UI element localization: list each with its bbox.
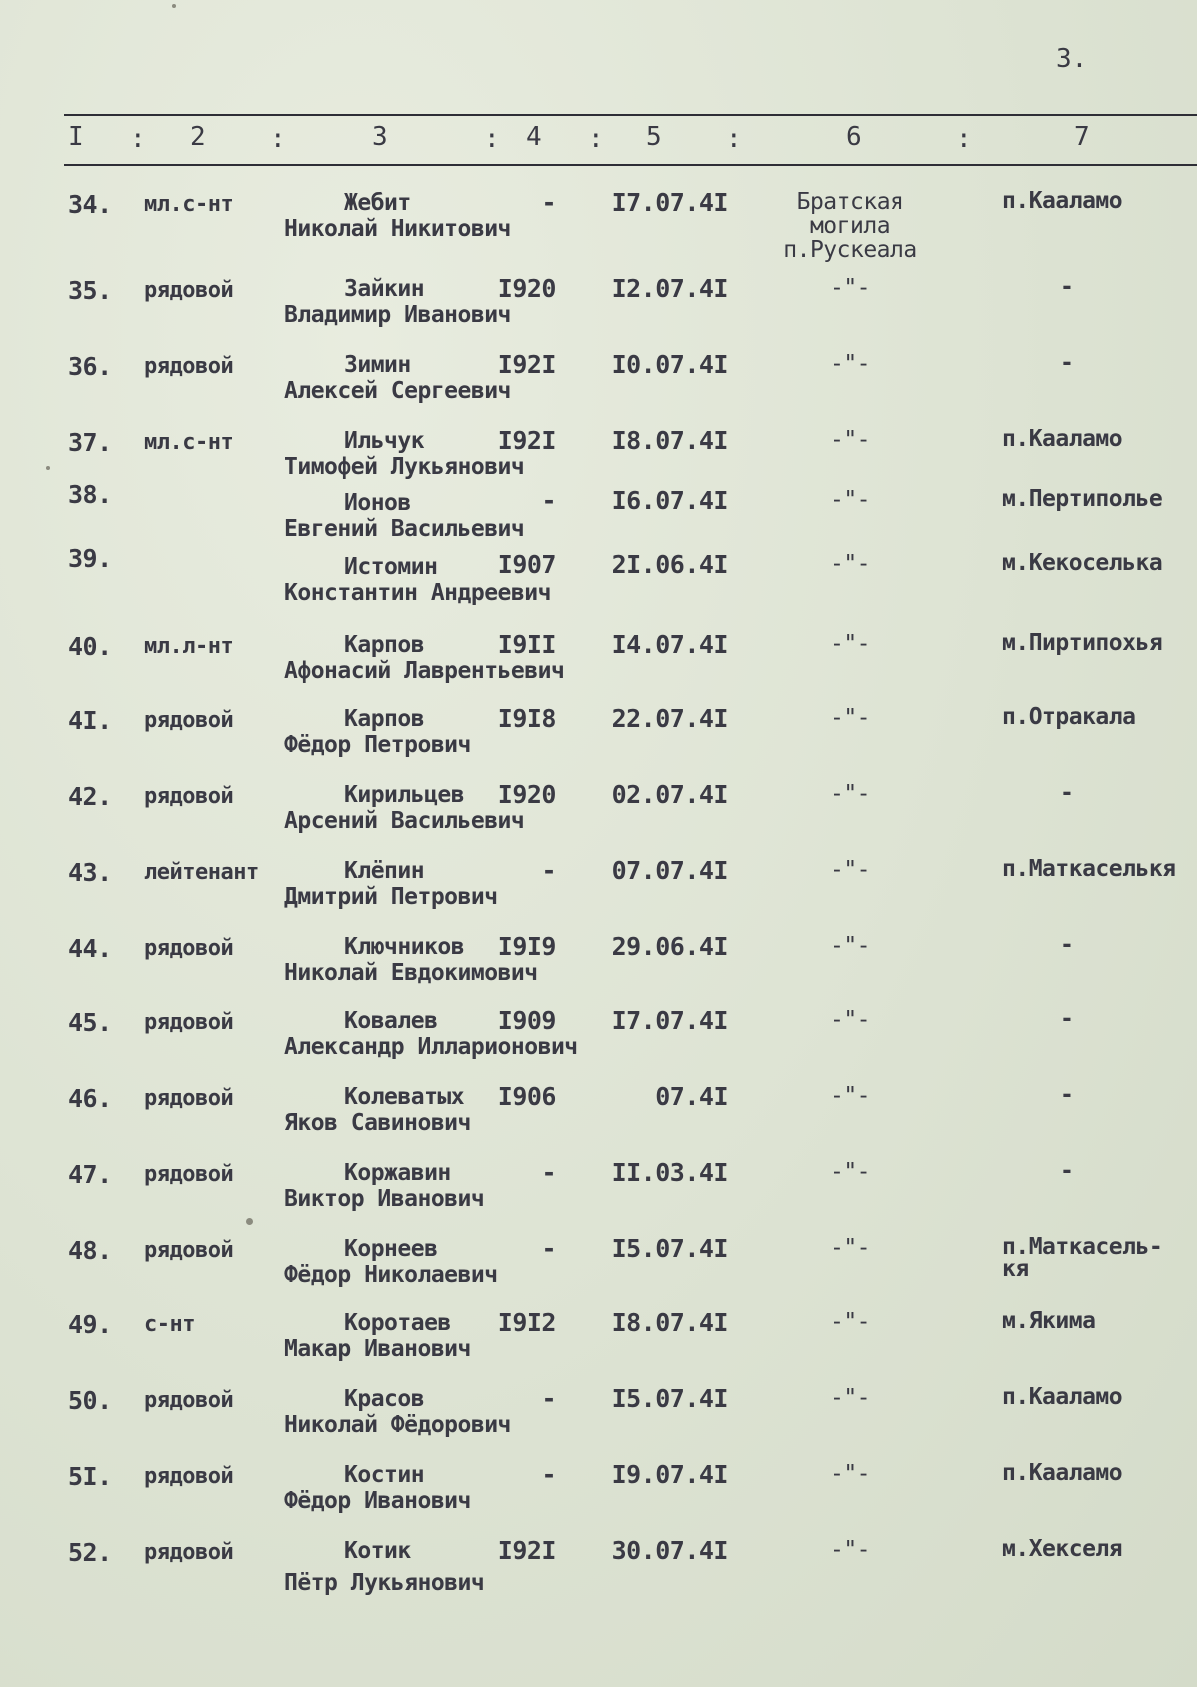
death-date: I9.07.4I xyxy=(611,1460,728,1489)
row-number: 38. xyxy=(68,480,112,509)
surname: Костин xyxy=(344,1462,425,1488)
row-number: 46. xyxy=(68,1084,112,1113)
table-row xyxy=(0,344,1197,414)
surname: Жебит xyxy=(344,190,411,216)
burial-place: -"- xyxy=(829,1309,871,1335)
death-date: I7.07.4I xyxy=(611,1006,728,1035)
table-row xyxy=(0,926,1197,996)
birth-year: I92I xyxy=(497,1536,556,1565)
birth-year: I92I xyxy=(497,426,556,455)
row-number: 49. xyxy=(68,1310,112,1339)
row-number: 34. xyxy=(68,190,112,219)
surname: Зимин xyxy=(344,352,411,378)
birth-year: I92I xyxy=(497,350,556,379)
rank: рядовой xyxy=(144,1464,234,1489)
burial-place: -"- xyxy=(829,1007,871,1033)
first-name-patronymic: Владимир Иванович xyxy=(284,302,511,328)
first-name-patronymic: Евгений Васильевич xyxy=(284,516,525,542)
burial-place: -"- xyxy=(829,487,871,513)
death-date: 07.4I xyxy=(655,1082,728,1111)
column-header-4: 4 xyxy=(526,122,542,152)
rank: мл.с-нт xyxy=(144,192,234,217)
first-name-patronymic: Арсений Васильевич xyxy=(284,808,525,834)
rank: рядовой xyxy=(144,1238,234,1263)
origin-place: - xyxy=(1060,350,1074,376)
column-header-6: 6 xyxy=(846,122,862,152)
table-row xyxy=(0,1378,1197,1448)
death-date: I5.07.4I xyxy=(611,1234,728,1263)
origin-place: м.Хекселя xyxy=(1002,1536,1123,1562)
table-row xyxy=(0,1454,1197,1524)
rank: рядовой xyxy=(144,1540,234,1565)
birth-year: - xyxy=(541,1384,556,1413)
rank: рядовой xyxy=(144,1388,234,1413)
origin-place: - xyxy=(1060,780,1074,806)
death-date: I7.07.4I xyxy=(611,188,728,217)
death-date: I0.07.4I xyxy=(611,350,728,379)
rank: рядовой xyxy=(144,1086,234,1111)
row-number: 43. xyxy=(68,858,112,887)
burial-place: -"- xyxy=(829,933,871,959)
column-header-5: 5 xyxy=(646,122,662,152)
table-row xyxy=(0,850,1197,920)
burial-place: -"- xyxy=(829,1461,871,1487)
death-date: 30.07.4I xyxy=(611,1536,728,1565)
paper-speck xyxy=(246,1218,253,1225)
row-number: 39. xyxy=(68,544,112,573)
death-date: I8.07.4I xyxy=(611,1308,728,1337)
table-row xyxy=(0,774,1197,844)
surname: Красов xyxy=(344,1386,425,1412)
table-row xyxy=(0,1000,1197,1070)
death-date: I8.07.4I xyxy=(611,426,728,455)
header-top-rule xyxy=(64,114,1197,116)
burial-place: -"- xyxy=(829,1235,871,1261)
first-name-patronymic: Пётр Лукьянович xyxy=(284,1570,485,1596)
surname: Коротаев xyxy=(344,1310,451,1336)
burial-place: -"- xyxy=(829,1537,871,1563)
death-date: I2.07.4I xyxy=(611,274,728,303)
row-number: 48. xyxy=(68,1236,112,1265)
birth-year: - xyxy=(541,1158,556,1187)
first-name-patronymic: Николай Евдокимович xyxy=(284,960,538,986)
origin-place: - xyxy=(1060,1006,1074,1032)
burial-place: -"- xyxy=(829,427,871,453)
burial-place: -"- xyxy=(829,705,871,731)
death-date: 02.07.4I xyxy=(611,780,728,809)
paper-speck xyxy=(46,466,50,470)
burial-place: -"- xyxy=(829,857,871,883)
origin-place: п.Кааламо xyxy=(1002,1460,1123,1486)
birth-year: I9I2 xyxy=(497,1308,556,1337)
first-name-patronymic: Алексей Сергеевич xyxy=(284,378,511,404)
death-date: 22.07.4I xyxy=(611,704,728,733)
rank: рядовой xyxy=(144,1010,234,1035)
table-row xyxy=(0,1228,1197,1298)
rank: рядовой xyxy=(144,278,234,303)
rank: с-нт xyxy=(144,1312,195,1337)
birth-year: I909 xyxy=(497,1006,556,1035)
rank: рядовой xyxy=(144,784,234,809)
row-number: 50. xyxy=(68,1386,112,1415)
origin-place: п.Кааламо xyxy=(1002,188,1123,214)
death-date: 07.07.4I xyxy=(611,856,728,885)
table-row xyxy=(0,268,1197,338)
first-name-patronymic: Виктор Иванович xyxy=(284,1186,485,1212)
burial-place: -"- xyxy=(829,631,871,657)
column-separator: : xyxy=(956,124,972,154)
origin-place: п.Кааламо xyxy=(1002,1384,1123,1410)
first-name-patronymic: Фёдор Иванович xyxy=(284,1488,471,1514)
first-name-patronymic: Константин Андреевич xyxy=(284,580,551,606)
death-date: II.03.4I xyxy=(611,1158,728,1187)
birth-year: I907 xyxy=(497,550,556,579)
birth-year: I9I9 xyxy=(497,932,556,961)
table-row xyxy=(0,1302,1197,1372)
row-number: 4I. xyxy=(68,706,112,735)
birth-year: I920 xyxy=(497,274,556,303)
column-separator: : xyxy=(484,124,500,154)
burial-place: -"- xyxy=(829,1385,871,1411)
surname: Клёпин xyxy=(344,858,425,884)
table-row xyxy=(0,1530,1197,1600)
table-row xyxy=(0,1076,1197,1146)
first-name-patronymic: Николай Фёдорович xyxy=(284,1412,511,1438)
column-separator: : xyxy=(726,124,742,154)
table-row xyxy=(0,698,1197,768)
death-date: I6.07.4I xyxy=(611,486,728,515)
rank: рядовой xyxy=(144,354,234,379)
first-name-patronymic: Афонасий Лаврентьевич xyxy=(284,658,565,684)
paper-speck xyxy=(172,4,176,8)
row-number: 37. xyxy=(68,428,112,457)
origin-place: - xyxy=(1060,932,1074,958)
row-number: 36. xyxy=(68,352,112,381)
row-number: 42. xyxy=(68,782,112,811)
row-number: 47. xyxy=(68,1160,112,1189)
column-header-7: 7 xyxy=(1074,122,1090,152)
surname: Корнеев xyxy=(344,1236,438,1262)
column-header-1: I xyxy=(68,122,84,152)
birth-year: I920 xyxy=(497,780,556,809)
row-number: 45. xyxy=(68,1008,112,1037)
row-number: 5I. xyxy=(68,1462,112,1491)
first-name-patronymic: Тимофей Лукьянович xyxy=(284,454,525,480)
first-name-patronymic: Фёдор Николаевич xyxy=(284,1262,498,1288)
birth-year: - xyxy=(541,1460,556,1489)
surname: Кирильцев xyxy=(344,782,465,808)
first-name-patronymic: Макар Иванович xyxy=(284,1336,471,1362)
surname: Колеватых xyxy=(344,1084,465,1110)
origin-place: - xyxy=(1060,1158,1074,1184)
first-name-patronymic: Фёдор Петрович xyxy=(284,732,471,758)
first-name-patronymic: Николай Никитович xyxy=(284,216,511,242)
row-number: 44. xyxy=(68,934,112,963)
row-number: 35. xyxy=(68,276,112,305)
origin-place: м.Пертиполье xyxy=(1002,486,1163,512)
column-separator: : xyxy=(270,124,286,154)
burial-place: -"- xyxy=(829,1083,871,1109)
table-row xyxy=(0,624,1197,694)
surname: Ионов xyxy=(344,490,411,516)
table-row xyxy=(0,182,1197,263)
surname: Котик xyxy=(344,1538,411,1564)
rank: мл.с-нт xyxy=(144,430,234,455)
origin-place: - xyxy=(1060,274,1074,300)
origin-place: п.Отракала xyxy=(1002,704,1136,730)
rank: лейтенант xyxy=(144,860,259,885)
first-name-patronymic: Александр Илларионович xyxy=(284,1034,578,1060)
table-row xyxy=(0,480,1197,550)
origin-place: п.Маткаселькя xyxy=(1002,856,1176,882)
rank: рядовой xyxy=(144,708,234,733)
column-separator: : xyxy=(588,124,604,154)
column-header-2: 2 xyxy=(190,122,206,152)
column-separator: : xyxy=(130,124,146,154)
birth-year: - xyxy=(541,856,556,885)
first-name-patronymic: Дмитрий Петрович xyxy=(284,884,498,910)
rank: рядовой xyxy=(144,1162,234,1187)
origin-place: п.Маткасель- кя xyxy=(1002,1234,1163,1282)
burial-place: -"- xyxy=(829,781,871,807)
first-name-patronymic: Яков Савинович xyxy=(284,1110,471,1136)
table-row xyxy=(0,544,1197,614)
origin-place: м.Кекоселька xyxy=(1002,550,1163,576)
burial-place: -"- xyxy=(829,551,871,577)
birth-year: - xyxy=(541,486,556,515)
surname: Карпов xyxy=(344,632,425,658)
birth-year: - xyxy=(541,1234,556,1263)
burial-place: -"- xyxy=(829,275,871,301)
header-bottom-rule xyxy=(64,164,1197,166)
rank: рядовой xyxy=(144,936,234,961)
page-number: 3. xyxy=(1056,44,1088,74)
origin-place: м.Якима xyxy=(1002,1308,1096,1334)
table-row xyxy=(0,1152,1197,1222)
origin-place: м.Пиртипохья xyxy=(1002,630,1163,656)
row-number: 52. xyxy=(68,1538,112,1567)
death-date: 29.06.4I xyxy=(611,932,728,961)
surname: Коржавин xyxy=(344,1160,451,1186)
birth-year: I906 xyxy=(497,1082,556,1111)
birth-year: I9I8 xyxy=(497,704,556,733)
surname: Ковалев xyxy=(344,1008,438,1034)
death-date: 2I.06.4I xyxy=(611,550,728,579)
burial-place: Братская могила п.Рускеала xyxy=(783,189,917,263)
birth-year: I9II xyxy=(497,630,556,659)
column-header-3: 3 xyxy=(372,122,388,152)
burial-place: -"- xyxy=(829,351,871,377)
origin-place: п.Кааламо xyxy=(1002,426,1123,452)
birth-year: - xyxy=(541,188,556,217)
surname: Ильчук xyxy=(344,428,425,454)
surname: Зайкин xyxy=(344,276,425,302)
rank: мл.л-нт xyxy=(144,634,234,659)
row-number: 40. xyxy=(68,632,112,661)
surname: Ключников xyxy=(344,934,465,960)
death-date: I4.07.4I xyxy=(611,630,728,659)
surname: Карпов xyxy=(344,706,425,732)
origin-place: - xyxy=(1060,1082,1074,1108)
death-date: I5.07.4I xyxy=(611,1384,728,1413)
burial-place: -"- xyxy=(829,1159,871,1185)
surname: Истомин xyxy=(344,554,438,580)
